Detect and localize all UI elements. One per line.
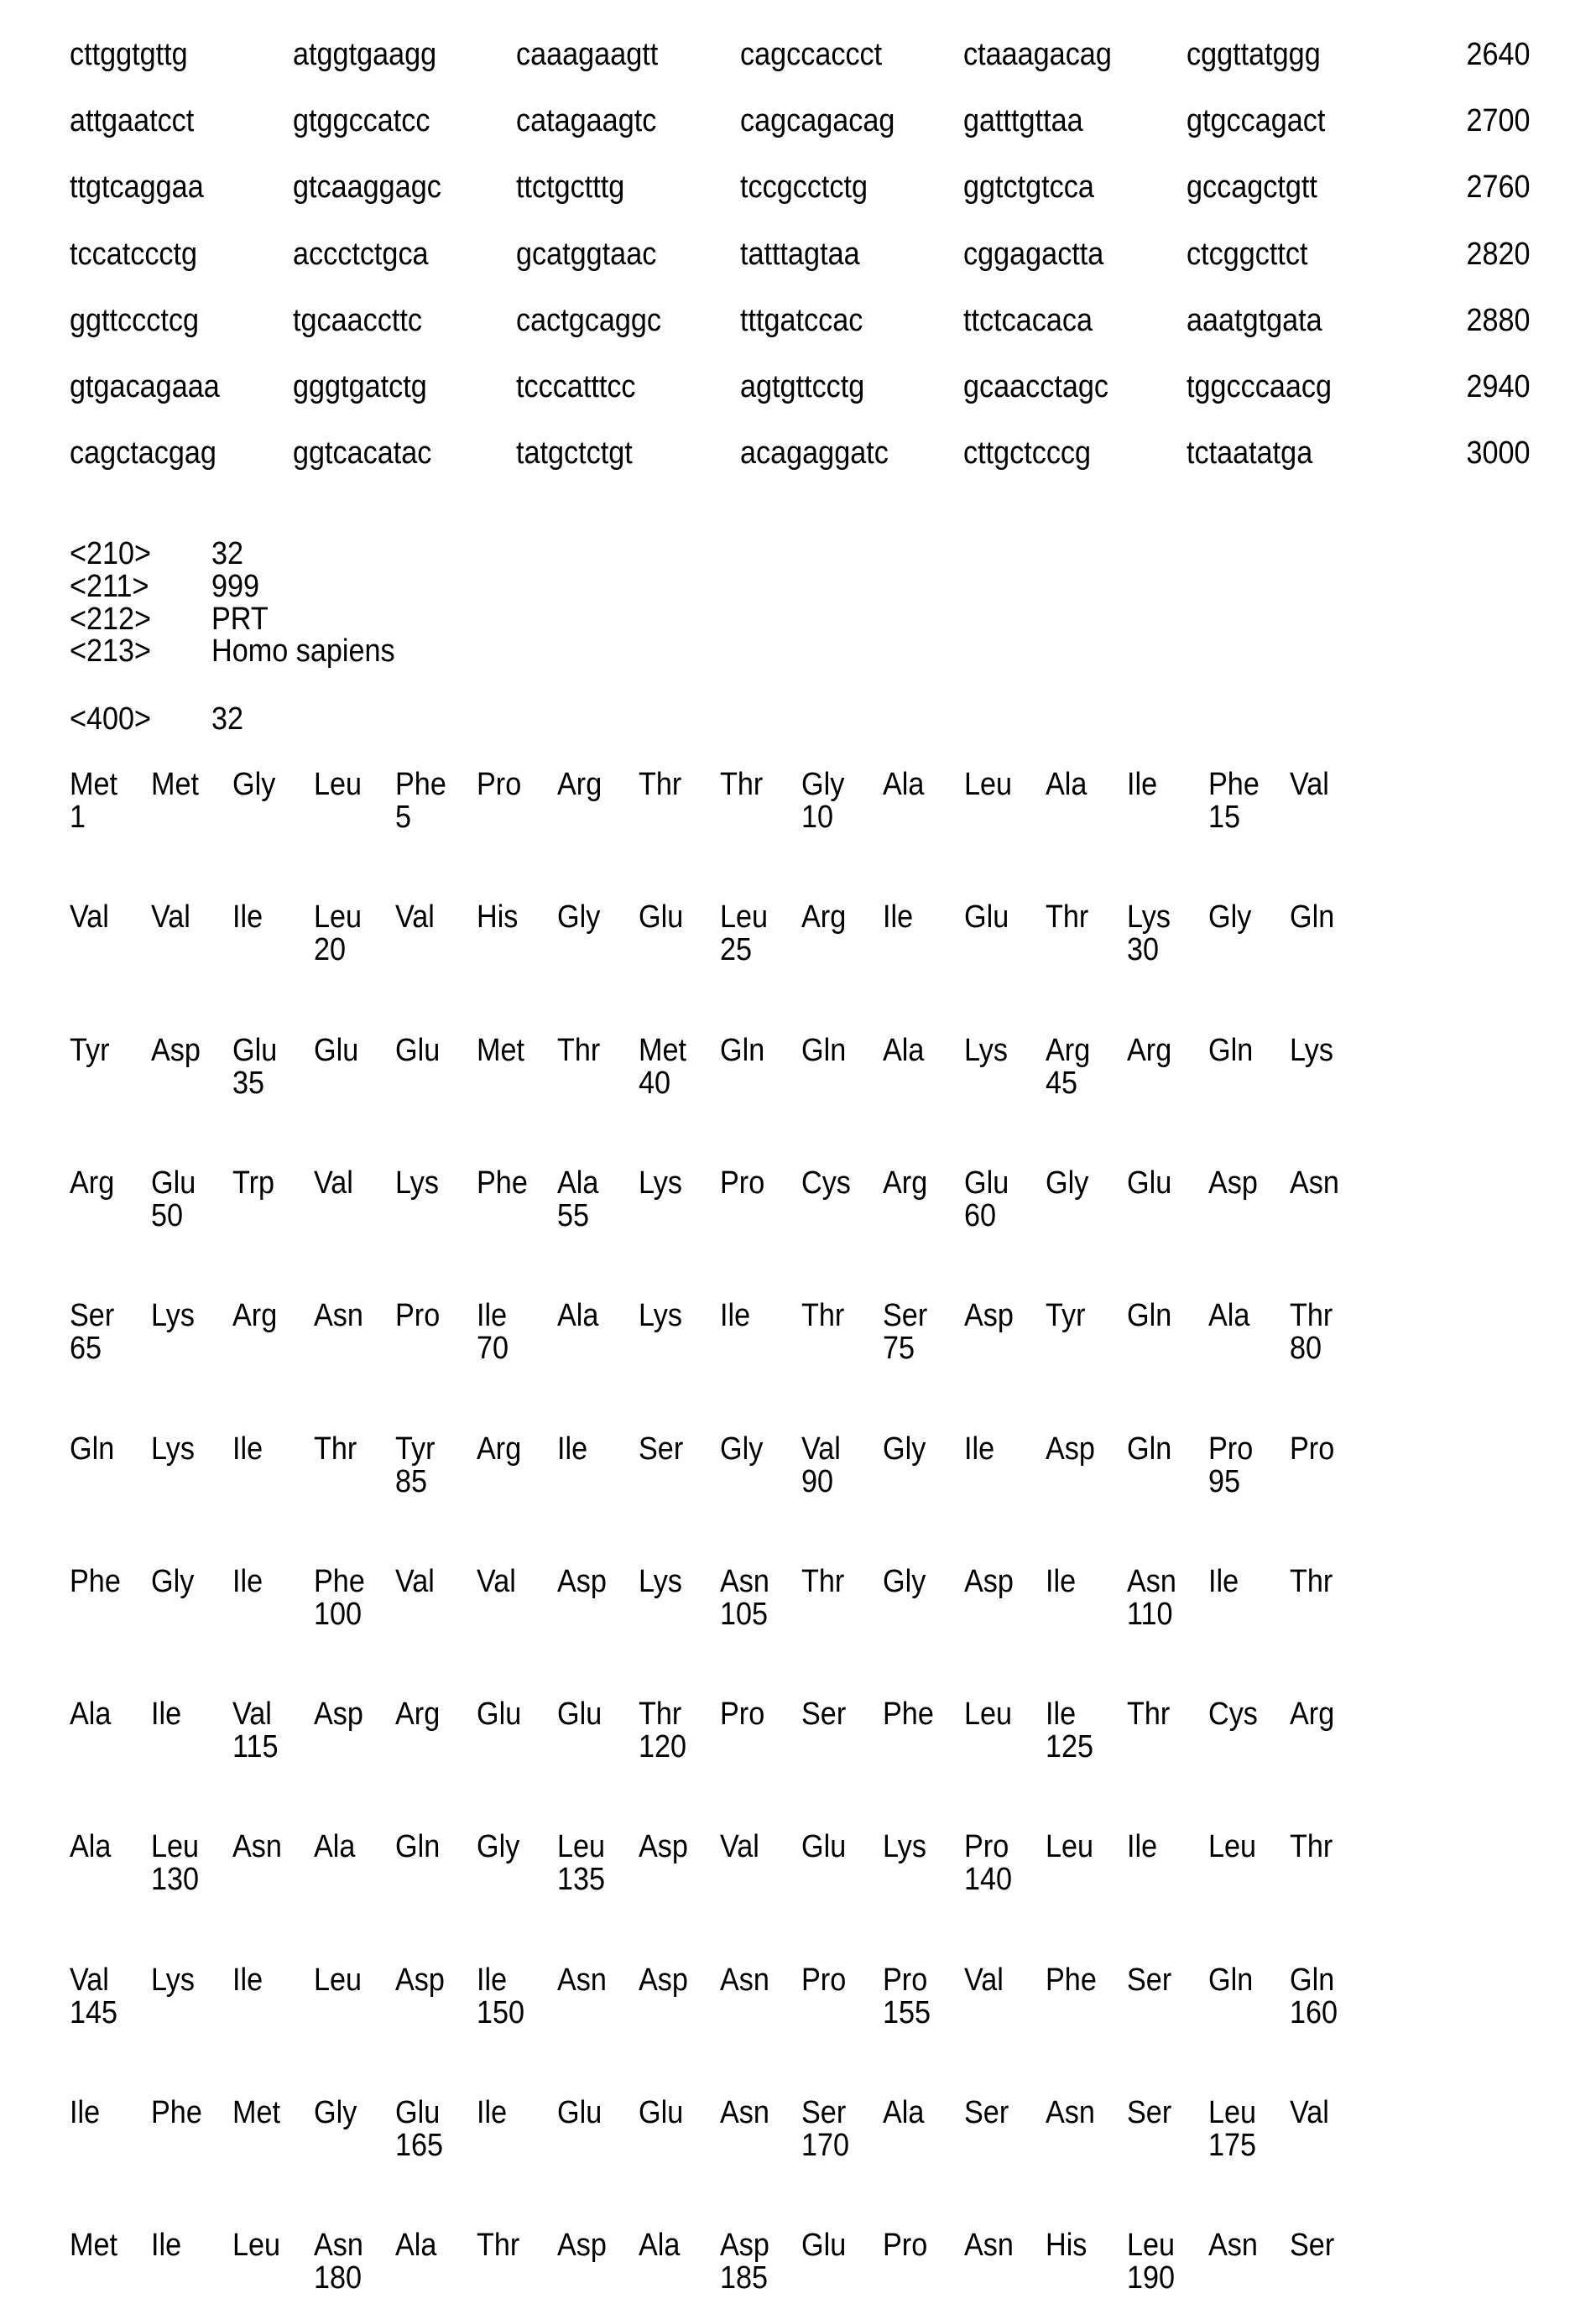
amino-acid-residue: Leu bbox=[1208, 2096, 1256, 2129]
amino-acid-residue: Lys bbox=[151, 1432, 195, 1466]
residue-number: 185 bbox=[720, 2261, 768, 2295]
field-value: Homo sapiens bbox=[211, 634, 395, 668]
amino-acid-residue: Ile bbox=[883, 900, 913, 934]
residue-number: 95 bbox=[1208, 1465, 1240, 1499]
residue-number: 145 bbox=[70, 1996, 117, 2030]
residue-number: 165 bbox=[395, 2129, 443, 2162]
field-tag: <211> bbox=[70, 570, 149, 603]
residue-number: 90 bbox=[801, 1465, 833, 1499]
amino-acid-residue: Leu bbox=[964, 768, 1012, 801]
amino-acid-residue: Glu bbox=[557, 1697, 602, 1731]
amino-acid-residue: Pro bbox=[395, 1299, 440, 1332]
amino-acid-residue: Asn bbox=[720, 1565, 769, 1598]
amino-acid-residue: Met bbox=[232, 2096, 280, 2129]
amino-acid-residue: Met bbox=[70, 2228, 117, 2262]
amino-acid-residue: Val bbox=[1290, 768, 1329, 801]
amino-acid-residue: Arg bbox=[1046, 1034, 1090, 1067]
amino-acid-residue: Asp bbox=[964, 1565, 1014, 1598]
amino-acid-residue: Ser bbox=[964, 2096, 1009, 2129]
amino-acid-residue: Ala bbox=[70, 1830, 111, 1863]
amino-acid-residue: Ala bbox=[1046, 768, 1087, 801]
nucleotide-group: gcatggtaac bbox=[516, 237, 656, 271]
amino-acid-residue: Ile bbox=[477, 1963, 507, 1997]
amino-acid-residue: Gly bbox=[151, 1565, 194, 1598]
amino-acid-residue: Asp bbox=[557, 1565, 607, 1598]
nucleotide-group: cagctacgag bbox=[70, 436, 216, 470]
residue-number: 65 bbox=[70, 1332, 102, 1365]
nucleotide-group: gccagctgtt bbox=[1187, 170, 1317, 204]
amino-acid-residue: Ser bbox=[1127, 2096, 1171, 2129]
residue-number: 70 bbox=[477, 1332, 509, 1365]
nucleotide-group: cggttatggg bbox=[1187, 38, 1321, 71]
amino-acid-residue: Gln bbox=[1290, 900, 1334, 934]
amino-acid-residue: Thr bbox=[314, 1432, 357, 1466]
amino-acid-residue: Thr bbox=[639, 1697, 681, 1731]
amino-acid-residue: Ser bbox=[883, 1299, 927, 1332]
amino-acid-residue: Gly bbox=[477, 1830, 519, 1863]
amino-acid-residue: Met bbox=[70, 768, 117, 801]
residue-number: 160 bbox=[1290, 1996, 1338, 2030]
residue-number: 80 bbox=[1290, 1332, 1322, 1365]
amino-acid-residue: Asp bbox=[964, 1299, 1014, 1332]
amino-acid-residue: Lys bbox=[639, 1299, 682, 1332]
amino-acid-residue: Asp bbox=[314, 1697, 363, 1731]
amino-acid-residue: Thr bbox=[720, 768, 763, 801]
amino-acid-residue: Thr bbox=[1046, 900, 1088, 934]
amino-acid-residue: Gln bbox=[1127, 1432, 1171, 1466]
nucleotide-group: cagccaccct bbox=[740, 38, 882, 71]
residue-number: 25 bbox=[720, 933, 752, 967]
nucleotide-group: cactgcaggc bbox=[516, 304, 661, 337]
amino-acid-residue: Phe bbox=[1208, 768, 1260, 801]
amino-acid-residue: Glu bbox=[801, 2228, 846, 2262]
amino-acid-residue: Ile bbox=[1046, 1565, 1076, 1598]
residue-number: 85 bbox=[395, 1465, 427, 1499]
sequence-position: 2820 bbox=[1467, 237, 1531, 271]
amino-acid-residue: Thr bbox=[1290, 1299, 1333, 1332]
amino-acid-residue: Arg bbox=[1290, 1697, 1334, 1731]
amino-acid-residue: Val bbox=[395, 1565, 435, 1598]
amino-acid-residue: Gly bbox=[801, 768, 844, 801]
amino-acid-residue: Ile bbox=[151, 1697, 181, 1731]
amino-acid-residue: Ala bbox=[314, 1830, 355, 1863]
amino-acid-residue: Tyr bbox=[70, 1034, 110, 1067]
amino-acid-residue: Gln bbox=[1208, 1034, 1253, 1067]
sequence-tag: <400> bbox=[70, 702, 151, 736]
amino-acid-residue: Lys bbox=[639, 1166, 682, 1200]
amino-acid-residue: Ile bbox=[232, 1565, 263, 1598]
amino-acid-residue: Gln bbox=[720, 1034, 764, 1067]
residue-number: 10 bbox=[801, 800, 833, 834]
amino-acid-residue: Val bbox=[720, 1830, 759, 1863]
nucleotide-group: ctaaagacag bbox=[963, 38, 1112, 71]
amino-acid-residue: Pro bbox=[883, 2228, 927, 2262]
amino-acid-residue: Arg bbox=[232, 1299, 277, 1332]
residue-number: 140 bbox=[964, 1863, 1012, 1896]
nucleotide-group: tgcaaccttc bbox=[293, 304, 422, 337]
amino-acid-residue: Leu bbox=[1127, 2228, 1175, 2262]
amino-acid-residue: Asp bbox=[557, 2228, 607, 2262]
amino-acid-residue: Ile bbox=[1127, 768, 1157, 801]
amino-acid-residue: Phe bbox=[70, 1565, 121, 1598]
amino-acid-residue: Cys bbox=[801, 1166, 851, 1200]
sequence-listing-page bbox=[0, 0, 1596, 2309]
nucleotide-group: ttctgctttg bbox=[516, 170, 624, 204]
amino-acid-residue: Val bbox=[1290, 2096, 1329, 2129]
amino-acid-residue: Asp bbox=[1046, 1432, 1095, 1466]
nucleotide-group: caaagaagtt bbox=[516, 38, 658, 71]
amino-acid-residue: Lys bbox=[883, 1830, 926, 1863]
amino-acid-residue: Phe bbox=[151, 2096, 202, 2129]
nucleotide-group: attgaatcct bbox=[70, 104, 194, 138]
nucleotide-group: ggttccctcg bbox=[70, 304, 199, 337]
amino-acid-residue: Val bbox=[314, 1166, 353, 1200]
nucleotide-group: gggtgatctg bbox=[293, 370, 427, 404]
amino-acid-residue: Met bbox=[151, 768, 199, 801]
nucleotide-group: cttggtgttg bbox=[70, 38, 188, 71]
nucleotide-group: tatttagtaa bbox=[740, 237, 860, 271]
amino-acid-residue: His bbox=[1046, 2228, 1087, 2262]
amino-acid-residue: Gly bbox=[1046, 1166, 1088, 1200]
amino-acid-residue: Ile bbox=[477, 1299, 507, 1332]
amino-acid-residue: Lys bbox=[151, 1963, 195, 1997]
amino-acid-residue: Phe bbox=[314, 1565, 365, 1598]
nucleotide-group: cttgctcccg bbox=[963, 436, 1091, 470]
amino-acid-residue: Glu bbox=[964, 900, 1009, 934]
amino-acid-residue: Val bbox=[151, 900, 190, 934]
amino-acid-residue: Ala bbox=[395, 2228, 436, 2262]
nucleotide-group: atggtgaagg bbox=[293, 38, 436, 71]
nucleotide-group: gatttgttaa bbox=[963, 104, 1083, 138]
residue-number: 45 bbox=[1046, 1066, 1077, 1100]
amino-acid-residue: Ser bbox=[639, 1432, 683, 1466]
nucleotide-group: ttctcacaca bbox=[963, 304, 1093, 337]
amino-acid-residue: Asn bbox=[314, 1299, 363, 1332]
residue-number: 175 bbox=[1208, 2129, 1256, 2162]
amino-acid-residue: Gln bbox=[1208, 1963, 1253, 1997]
amino-acid-residue: Val bbox=[477, 1565, 516, 1598]
sequence-position: 2640 bbox=[1467, 38, 1531, 71]
nucleotide-group: gtgacagaaa bbox=[70, 370, 220, 404]
field-value: 32 bbox=[211, 537, 243, 571]
amino-acid-residue: Asn bbox=[557, 1963, 607, 1997]
amino-acid-residue: Glu bbox=[639, 900, 683, 934]
amino-acid-residue: Val bbox=[70, 900, 109, 934]
nucleotide-group: gcaacctagc bbox=[963, 370, 1108, 404]
amino-acid-residue: Ile bbox=[1046, 1697, 1076, 1731]
field-value: 999 bbox=[211, 570, 259, 603]
amino-acid-residue: Gly bbox=[883, 1432, 926, 1466]
amino-acid-residue: Pro bbox=[801, 1963, 846, 1997]
amino-acid-residue: Asn bbox=[1290, 1166, 1339, 1200]
amino-acid-residue: Ser bbox=[801, 2096, 846, 2129]
residue-number: 1 bbox=[70, 800, 86, 834]
amino-acid-residue: Thr bbox=[477, 2228, 519, 2262]
amino-acid-residue: Met bbox=[477, 1034, 524, 1067]
amino-acid-residue: Leu bbox=[151, 1830, 199, 1863]
amino-acid-residue: Val bbox=[801, 1432, 841, 1466]
amino-acid-residue: Asn bbox=[1046, 2096, 1095, 2129]
nucleotide-group: tatgctctgt bbox=[516, 436, 633, 470]
residue-number: 115 bbox=[232, 1730, 279, 1764]
amino-acid-residue: Glu bbox=[1127, 1166, 1171, 1200]
residue-number: 110 bbox=[1127, 1598, 1173, 1631]
amino-acid-residue: Glu bbox=[639, 2096, 683, 2129]
amino-acid-residue: Lys bbox=[1290, 1034, 1333, 1067]
nucleotide-group: ttgtcaggaa bbox=[70, 170, 204, 204]
amino-acid-residue: Asn bbox=[964, 2228, 1014, 2262]
sequence-tag-value: 32 bbox=[211, 702, 243, 736]
residue-number: 20 bbox=[314, 933, 346, 967]
amino-acid-residue: Ser bbox=[801, 1697, 846, 1731]
amino-acid-residue: Leu bbox=[314, 1963, 362, 1997]
residue-number: 100 bbox=[314, 1598, 362, 1631]
amino-acid-residue: Thr bbox=[801, 1565, 844, 1598]
amino-acid-residue: Pro bbox=[720, 1697, 764, 1731]
amino-acid-residue: Gly bbox=[883, 1565, 926, 1598]
residue-number: 55 bbox=[557, 1199, 589, 1233]
amino-acid-residue: Gly bbox=[1208, 900, 1251, 934]
amino-acid-residue: Thr bbox=[1290, 1830, 1333, 1863]
amino-acid-residue: Thr bbox=[1290, 1565, 1333, 1598]
amino-acid-residue: Gly bbox=[720, 1432, 763, 1466]
amino-acid-residue: Gly bbox=[314, 2096, 357, 2129]
amino-acid-residue: Tyr bbox=[1046, 1299, 1086, 1332]
amino-acid-residue: Ala bbox=[557, 1299, 598, 1332]
amino-acid-residue: Ala bbox=[639, 2228, 680, 2262]
amino-acid-residue: Tyr bbox=[395, 1432, 436, 1466]
amino-acid-residue: Ile bbox=[232, 900, 263, 934]
nucleotide-group: accctctgca bbox=[293, 237, 429, 271]
residue-number: 15 bbox=[1208, 800, 1240, 834]
amino-acid-residue: Thr bbox=[557, 1034, 600, 1067]
sequence-position: 2880 bbox=[1467, 304, 1531, 337]
residue-number: 155 bbox=[883, 1996, 931, 2030]
amino-acid-residue: Pro bbox=[477, 768, 521, 801]
amino-acid-residue: Phe bbox=[883, 1697, 934, 1731]
sequence-position: 2760 bbox=[1467, 170, 1531, 204]
amino-acid-residue: Asp bbox=[1208, 1166, 1258, 1200]
amino-acid-residue: Ile bbox=[232, 1432, 263, 1466]
amino-acid-residue: Gln bbox=[1127, 1299, 1171, 1332]
amino-acid-residue: Asp bbox=[639, 1963, 688, 1997]
amino-acid-residue: Glu bbox=[964, 1166, 1009, 1200]
residue-number: 35 bbox=[232, 1066, 264, 1100]
amino-acid-residue: Arg bbox=[557, 768, 602, 801]
residue-number: 40 bbox=[639, 1066, 670, 1100]
amino-acid-residue: Leu bbox=[964, 1697, 1012, 1731]
amino-acid-residue: Ala bbox=[70, 1697, 111, 1731]
amino-acid-residue: Lys bbox=[1127, 900, 1171, 934]
amino-acid-residue: Gly bbox=[232, 768, 275, 801]
nucleotide-group: gtgccagact bbox=[1187, 104, 1325, 138]
residue-number: 150 bbox=[477, 1996, 524, 2030]
amino-acid-residue: Asp bbox=[395, 1963, 445, 1997]
amino-acid-residue: Gln bbox=[70, 1432, 114, 1466]
amino-acid-residue: Arg bbox=[395, 1697, 440, 1731]
amino-acid-residue: Asn bbox=[720, 2096, 769, 2129]
amino-acid-residue: Glu bbox=[477, 1697, 521, 1731]
amino-acid-residue: Arg bbox=[883, 1166, 927, 1200]
amino-acid-residue: Leu bbox=[314, 900, 362, 934]
amino-acid-residue: Lys bbox=[151, 1299, 195, 1332]
residue-number: 60 bbox=[964, 1199, 996, 1233]
amino-acid-residue: Gln bbox=[801, 1034, 846, 1067]
amino-acid-residue: Glu bbox=[151, 1166, 196, 1200]
amino-acid-residue: Ser bbox=[1127, 1963, 1171, 1997]
nucleotide-group: gtggccatcc bbox=[293, 104, 430, 138]
residue-number: 5 bbox=[395, 800, 411, 834]
residue-number: 190 bbox=[1127, 2261, 1175, 2295]
amino-acid-residue: Leu bbox=[557, 1830, 605, 1863]
amino-acid-residue: Val bbox=[232, 1697, 272, 1731]
amino-acid-residue: Asn bbox=[314, 2228, 363, 2262]
nucleotide-group: cagcagacag bbox=[740, 104, 894, 138]
amino-acid-residue: Pro bbox=[964, 1830, 1009, 1863]
amino-acid-residue: Pro bbox=[1208, 1432, 1253, 1466]
amino-acid-residue: Glu bbox=[314, 1034, 358, 1067]
amino-acid-residue: Ala bbox=[557, 1166, 598, 1200]
amino-acid-residue: Thr bbox=[801, 1299, 844, 1332]
sequence-position: 2700 bbox=[1467, 104, 1531, 138]
amino-acid-residue: Ala bbox=[1208, 1299, 1249, 1332]
amino-acid-residue: His bbox=[477, 900, 518, 934]
nucleotide-group: tggcccaacg bbox=[1187, 370, 1332, 404]
amino-acid-residue: Asn bbox=[720, 1963, 769, 1997]
nucleotide-group: tcccatttcc bbox=[516, 370, 636, 404]
field-tag: <210> bbox=[70, 537, 151, 571]
amino-acid-residue: Lys bbox=[639, 1565, 682, 1598]
nucleotide-group: tccatccctg bbox=[70, 237, 197, 271]
residue-number: 135 bbox=[557, 1863, 605, 1896]
amino-acid-residue: Ala bbox=[883, 768, 924, 801]
residue-number: 30 bbox=[1127, 933, 1159, 967]
amino-acid-residue: Trp bbox=[232, 1166, 274, 1200]
amino-acid-residue: Glu bbox=[232, 1034, 277, 1067]
amino-acid-residue: Arg bbox=[70, 1166, 114, 1200]
nucleotide-group: aaatgtgata bbox=[1187, 304, 1322, 337]
amino-acid-residue: Ser bbox=[70, 1299, 114, 1332]
amino-acid-residue: Thr bbox=[1127, 1697, 1170, 1731]
amino-acid-residue: Asn bbox=[1127, 1565, 1176, 1598]
amino-acid-residue: Ile bbox=[70, 2096, 100, 2129]
amino-acid-residue: Lys bbox=[964, 1034, 1008, 1067]
nucleotide-group: tccgcctctg bbox=[740, 170, 868, 204]
residue-number: 120 bbox=[639, 1730, 686, 1764]
amino-acid-residue: Pro bbox=[1290, 1432, 1334, 1466]
residue-number: 125 bbox=[1046, 1730, 1093, 1764]
residue-number: 130 bbox=[151, 1863, 199, 1896]
amino-acid-residue: Gln bbox=[395, 1830, 440, 1863]
amino-acid-residue: Ile bbox=[232, 1963, 263, 1997]
amino-acid-residue: Pro bbox=[720, 1166, 764, 1200]
amino-acid-residue: Glu bbox=[557, 2096, 602, 2129]
nucleotide-group: gtcaaggagc bbox=[293, 170, 441, 204]
amino-acid-residue: Leu bbox=[314, 768, 362, 801]
amino-acid-residue: Glu bbox=[801, 1830, 846, 1863]
amino-acid-residue: Ile bbox=[1127, 1830, 1157, 1863]
nucleotide-group: acagaggatc bbox=[740, 436, 889, 470]
field-tag: <212> bbox=[70, 602, 151, 636]
amino-acid-residue: Ser bbox=[1290, 2228, 1334, 2262]
residue-number: 50 bbox=[151, 1199, 183, 1233]
amino-acid-residue: Asn bbox=[1208, 2228, 1258, 2262]
amino-acid-residue: Asp bbox=[720, 2228, 769, 2262]
nucleotide-group: ctcggcttct bbox=[1187, 237, 1307, 271]
amino-acid-residue: Val bbox=[70, 1963, 109, 1997]
amino-acid-residue: Lys bbox=[395, 1166, 439, 1200]
nucleotide-group: cggagactta bbox=[963, 237, 1103, 271]
amino-acid-residue: Arg bbox=[477, 1432, 521, 1466]
amino-acid-residue: Val bbox=[395, 900, 435, 934]
amino-acid-residue: Gly bbox=[557, 900, 600, 934]
amino-acid-residue: Ala bbox=[883, 1034, 924, 1067]
amino-acid-residue: Arg bbox=[801, 900, 846, 934]
amino-acid-residue: Ile bbox=[151, 2228, 181, 2262]
amino-acid-residue: Glu bbox=[395, 1034, 440, 1067]
amino-acid-residue: Gln bbox=[1290, 1963, 1334, 1997]
nucleotide-group: ggtctgtcca bbox=[963, 170, 1094, 204]
amino-acid-residue: Leu bbox=[232, 2228, 280, 2262]
nucleotide-group: agtgttcctg bbox=[740, 370, 864, 404]
amino-acid-residue: Met bbox=[639, 1034, 686, 1067]
amino-acid-residue: Cys bbox=[1208, 1697, 1258, 1731]
amino-acid-residue: Phe bbox=[395, 768, 446, 801]
amino-acid-residue: Ile bbox=[720, 1299, 750, 1332]
amino-acid-residue: Thr bbox=[639, 768, 681, 801]
sequence-position: 2940 bbox=[1467, 370, 1531, 404]
amino-acid-residue: Ile bbox=[477, 2096, 507, 2129]
residue-number: 180 bbox=[314, 2261, 362, 2295]
amino-acid-residue: Leu bbox=[1046, 1830, 1093, 1863]
amino-acid-residue: Phe bbox=[1046, 1963, 1097, 1997]
field-value: PRT bbox=[211, 602, 269, 636]
amino-acid-residue: Phe bbox=[477, 1166, 528, 1200]
field-tag: <213> bbox=[70, 634, 151, 668]
amino-acid-residue: Pro bbox=[883, 1963, 927, 1997]
residue-number: 170 bbox=[801, 2129, 849, 2162]
amino-acid-residue: Arg bbox=[1127, 1034, 1171, 1067]
nucleotide-group: catagaagtc bbox=[516, 104, 656, 138]
amino-acid-residue: Glu bbox=[395, 2096, 440, 2129]
amino-acid-residue: Ile bbox=[557, 1432, 587, 1466]
amino-acid-residue: Val bbox=[964, 1963, 1004, 1997]
amino-acid-residue: Asp bbox=[639, 1830, 688, 1863]
amino-acid-residue: Ile bbox=[1208, 1565, 1239, 1598]
amino-acid-residue: Leu bbox=[1208, 1830, 1256, 1863]
nucleotide-group: ggtcacatac bbox=[293, 436, 431, 470]
nucleotide-group: tctaatatga bbox=[1187, 436, 1312, 470]
amino-acid-residue: Asp bbox=[151, 1034, 201, 1067]
amino-acid-residue: Leu bbox=[720, 900, 768, 934]
residue-number: 75 bbox=[883, 1332, 915, 1365]
amino-acid-residue: Ile bbox=[964, 1432, 994, 1466]
amino-acid-residue: Ala bbox=[883, 2096, 924, 2129]
residue-number: 105 bbox=[720, 1598, 768, 1631]
amino-acid-residue: Asn bbox=[232, 1830, 282, 1863]
nucleotide-group: tttgatccac bbox=[740, 304, 863, 337]
sequence-position: 3000 bbox=[1467, 436, 1531, 470]
